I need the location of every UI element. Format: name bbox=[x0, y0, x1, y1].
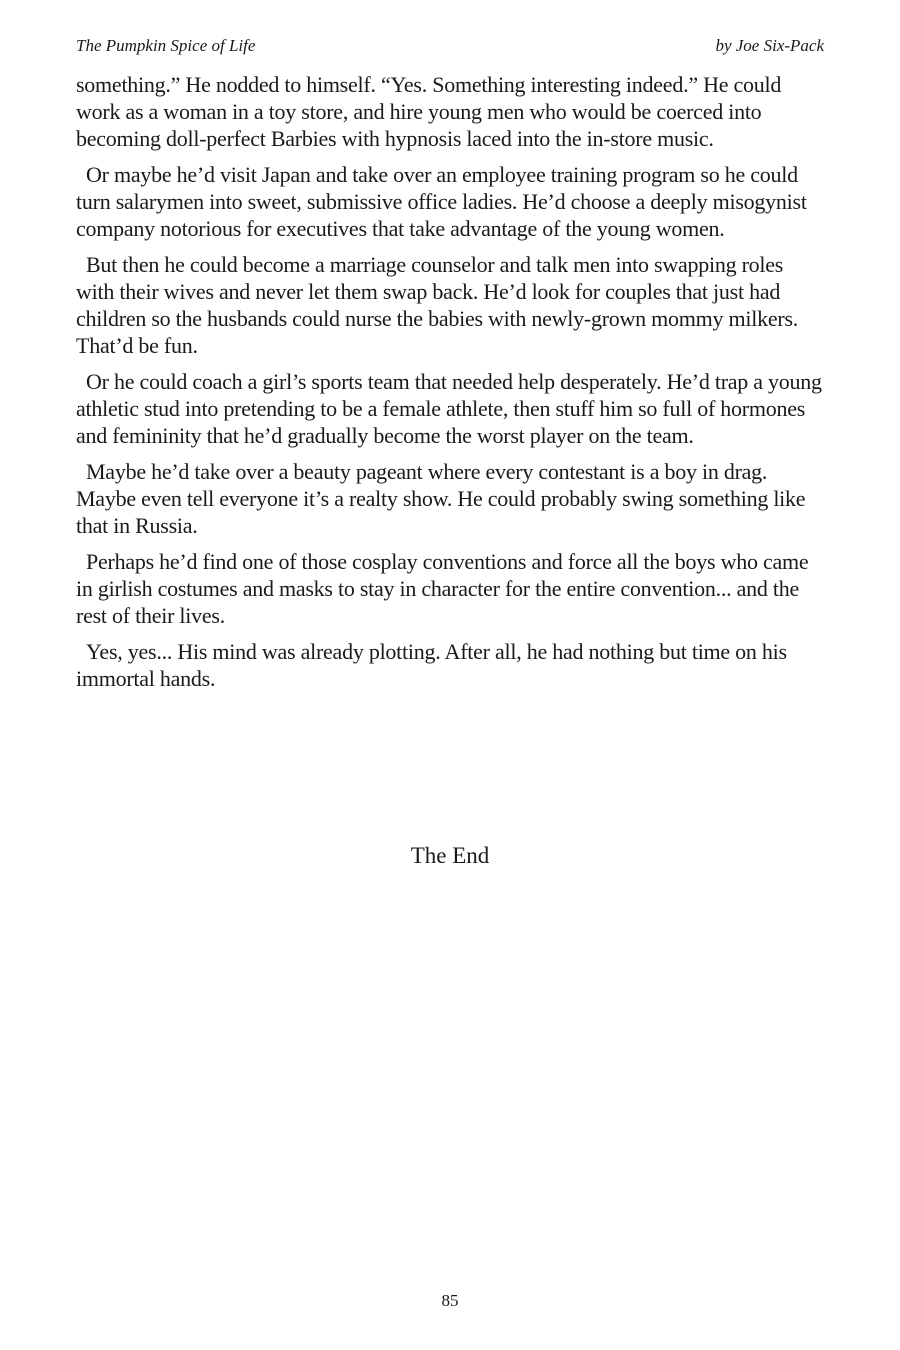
book-title: The Pumpkin Spice of Life bbox=[76, 36, 256, 55]
the-end-heading: The End bbox=[410, 843, 490, 868]
paragraph: Maybe he’d take over a beauty pageant where every contestant is a boy in drag. Maybe even tell everyone it’s a realty show. He could probably swing something like that in Russia. bbox=[76, 459, 806, 538]
paragraph: something.” He nodded to himself. “Yes. Something interesting indeed.” He could work as a woman in a toy store, and hire young men who would be coerced into becoming doll-perfect Barbies with hypnosis laced into the in-store music. bbox=[76, 72, 782, 151]
paragraph: Or he could coach a girl’s sports team that needed help desperately. He’d trap a young athletic stud into pretending to be a female athlete, then stuff him so full of hormones and femininity that he’d gradually become the worst player on the team. bbox=[76, 369, 822, 448]
running-header bbox=[76, 36, 824, 56]
author-name: by Joe Six-Pack bbox=[715, 36, 824, 55]
body-text bbox=[76, 71, 824, 701]
paragraph: Yes, yes... His mind was already plotting. After all, he had nothing but time on his immortal hands. bbox=[76, 639, 787, 691]
paragraph: Or maybe he’d visit Japan and take over an employee training program so he could turn salarymen into sweet, submissive office ladies. He’d choose a deeply misogynist company notorious for executives that take advantage of the young women. bbox=[76, 162, 807, 241]
paragraph: But then he could become a marriage counselor and talk men into swapping roles with their wives and never let them swap back. He’d look for couples that just had children so the husbands could nurse the babies with newly-grown mommy milkers. That’d be fun. bbox=[76, 252, 799, 358]
page-number: 85 bbox=[441, 1291, 459, 1310]
paragraph: Perhaps he’d find one of those cosplay conventions and force all the boys who came in girlish costumes and masks to stay in character for the entire convention... and the rest of their lives. bbox=[76, 549, 809, 628]
